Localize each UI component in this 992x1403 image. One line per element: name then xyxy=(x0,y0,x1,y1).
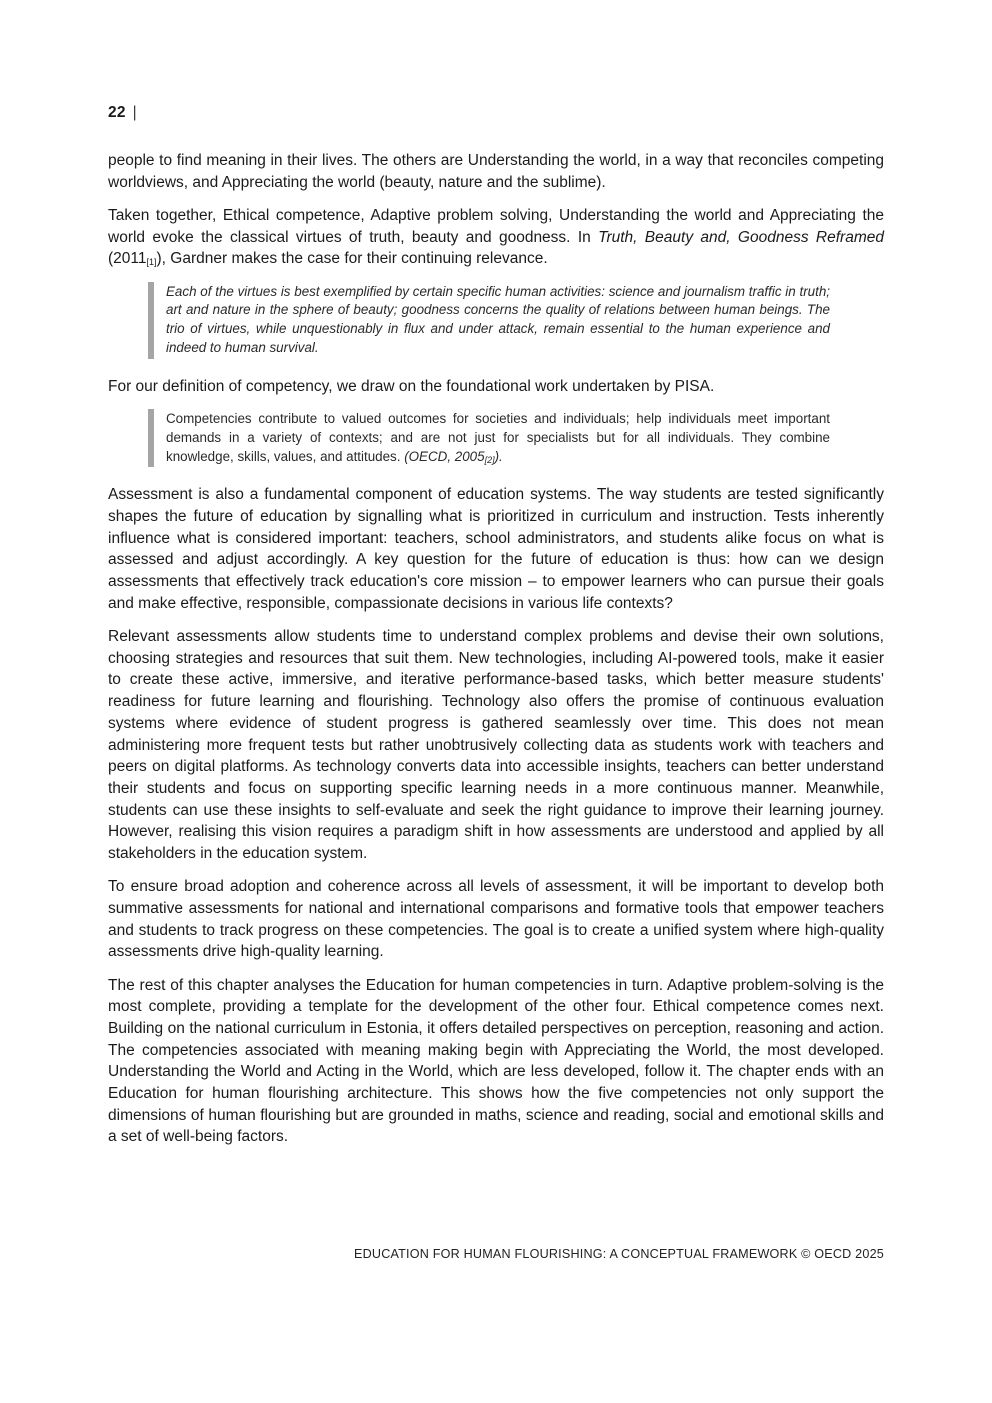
blockquote-text: Competencies contribute to valued outcomes for societies and individuals; help individuals meet important demands in a variety of contexts; and are not just for specialists but for all individuals. They combine knowledge, skills, values, and attitudes. xyxy=(166,410,830,464)
paragraph-broad-adoption: To ensure broad adoption and coherence across all levels of assessment, it will be important to develop both summative assessments for national and international comparisons and formative tools that empower teachers and students to track progress on these competencies. The goal is to create a unified system where high-quality assessments drive high-quality learning. xyxy=(108,878,884,961)
book-title: Truth, Beauty and, Goodness Reframed xyxy=(598,228,884,246)
paragraph-assessment: Assessment is also a fundamental component of education systems. The way students are tested significantly shapes the future of education by signalling what is prioritized in curriculum and instruction. Tests inherently influence what is considered important: teachers, school administrators, and students alike focus on what is assessed and adjust accordingly. A key question for the future of education is thus: how can we design assessments that effectively track education's core mission – to empower learners who can pursue their goals and make effective, responsible, compassionate decisions in various life contexts? xyxy=(108,486,884,612)
paragraph-relevant-assessments: Relevant assessments allow students time to understand complex problems and devise their own solutions, choosing strategies and resources that suit them. New technologies, including AI-powered tools, make it easier to create these active, immersive, and iterative performance-based tasks, which better measure students' readiness for future learning and flourishing. Technology also offers the promise of continuous evaluation systems where evidence of student progress is gathered seamlessly over time. This does not mean administering more frequent tests but rather unobtrusively collecting data as students work with teachers and peers on digital platforms. As technology converts data into accessible insights, teachers can better understand their students and focus on supporting specific learning needs in a more continuous manner. Meanwhile, students can use these insights to self-evaluate and seek the right guidance to improve their learning journey. However, realising this vision requires a paradigm shift in how assessments are understood and applied by all stakeholders in the education system. xyxy=(108,628,884,863)
blockquote-virtues xyxy=(148,282,830,359)
paragraph-text: (2011 xyxy=(108,250,147,268)
page-header xyxy=(108,103,884,123)
paragraph-chapter-outline: The rest of this chapter analyses the Education for human competencies in turn. Adaptive problem-solving is the most complete, providing a template for the development of the other four. Ethical competence comes next. Building on the national curriculum in Estonia, it offers detailed perspectives on perception, reasoning and action. The competencies associated with meaning making begin with Appreciating the World, the most developed. Understanding the World and Acting in the World, which are less developed, follow it. The chapter ends with an Education for human flourishing architecture. This shows how the five competencies not only support the dimensions of human flourishing but are grounded in maths, science and reading, social and emotional skills and a set of well-being factors. xyxy=(108,976,884,1146)
citation-text: ). xyxy=(494,448,503,464)
citation xyxy=(404,449,503,464)
citation-ref-2: [2] xyxy=(484,454,495,465)
page-number-separator: | xyxy=(132,104,137,121)
blockquote-text: Each of the virtues is best exemplified by certain specific human activities: science and journalism traffic in truth; art and nature in the sphere of beauty; goodness concerns the quality of relations between human beings. The trio of virtues, while unquestionably in flux and under attack, remain essential to the human experience and indeed to human survival. xyxy=(166,283,830,355)
paragraph-definition-competency: For our definition of competency, we draw on the foundational work undertaken by PISA. xyxy=(108,377,715,395)
page-number: 22 xyxy=(108,104,126,121)
paragraph-meaning-lives: people to find meaning in their lives. The others are Understanding the world, in a way that reconciles competing worldviews, and Appreciating the world (beauty, nature and the sublime). xyxy=(108,152,884,191)
citation-ref-1: [1] xyxy=(146,257,157,268)
citation-text: (OECD, 2005 xyxy=(404,448,485,464)
blockquote-competencies xyxy=(148,409,830,467)
paragraph-taken-together xyxy=(108,205,884,270)
paragraph-text: Taken together, Ethical competence, Adaptive problem solving, Understanding the world and Appreciating the world evoke the classical virtues of truth, beauty and goodness. In xyxy=(108,206,884,246)
paragraph-text: ), Gardner makes the case for their continuing relevance. xyxy=(156,250,548,268)
page-footer xyxy=(108,1246,884,1262)
footer-text: EDUCATION FOR HUMAN FLOURISHING: A CONCEPTUAL FRAMEWORK © OECD 2025 xyxy=(354,1247,884,1261)
